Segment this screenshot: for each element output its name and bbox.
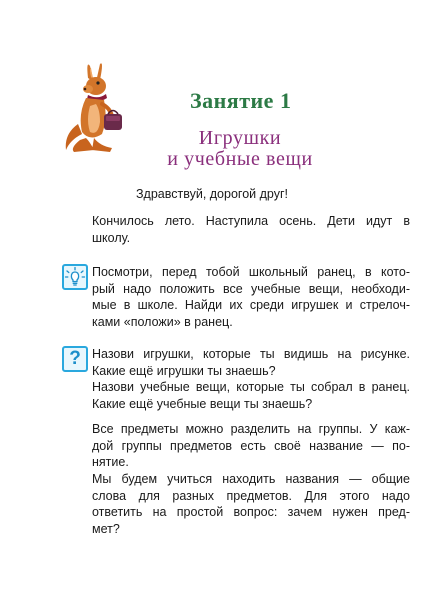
subtitle-line: Игрушки xyxy=(198,127,282,149)
text-line: Посмотри, перед тобой школьный ранец, в кото- xyxy=(92,265,410,279)
question-glyph: ? xyxy=(69,348,81,369)
lightbulb-icon xyxy=(62,264,88,290)
text-line: рый надо положить все учебные вещи, необходи- xyxy=(92,281,410,296)
text-line: Назови учебные вещи, которые ты собрал в ранец. xyxy=(92,380,410,395)
text-line: слова для разных предметов. Для этого надо xyxy=(92,488,410,503)
text-line: ками «положи» в ранец. xyxy=(92,314,233,329)
task-look-paragraph xyxy=(92,264,410,330)
text-line: школу. xyxy=(92,230,131,245)
intro-paragraph xyxy=(92,213,410,246)
text-line: мет? xyxy=(92,521,120,536)
text-line: Все предметы можно разделить на группы. У каж- xyxy=(92,422,410,436)
subtitle-line: и учебные вещи xyxy=(167,148,313,170)
text-line: ответить на простой вопрос: зачем нужен пред- xyxy=(92,505,410,520)
text-line: Мы будем учиться находить названия — общие xyxy=(92,472,410,486)
text-line: Какие ещё игрушки ты знаешь? xyxy=(92,363,276,378)
text-line: мые в школе. Найди их среди игрушек и стрелоч- xyxy=(92,298,410,313)
lesson-title: Занятие 1 xyxy=(190,88,292,113)
kangaroo-mascot-icon xyxy=(60,62,128,158)
question-mark-icon xyxy=(62,346,88,372)
text-line: дой группы предметов есть своё название — по- xyxy=(92,438,410,453)
text-line: нятие. xyxy=(92,455,129,470)
greeting: Здравствуй, дорогой друг! xyxy=(136,187,288,201)
text-line: Кончилось лето. Наступила осень. Дети идут в xyxy=(92,214,410,228)
task-questions-paragraph xyxy=(92,346,410,412)
lesson-subtitle xyxy=(150,128,330,170)
goal-paragraph xyxy=(92,471,410,537)
text-line: Назови игрушки, которые ты видишь на рисунке. xyxy=(92,347,410,361)
concept-paragraph xyxy=(92,421,410,471)
text-line: Какие ещё учебные вещи ты знаешь? xyxy=(92,396,313,411)
